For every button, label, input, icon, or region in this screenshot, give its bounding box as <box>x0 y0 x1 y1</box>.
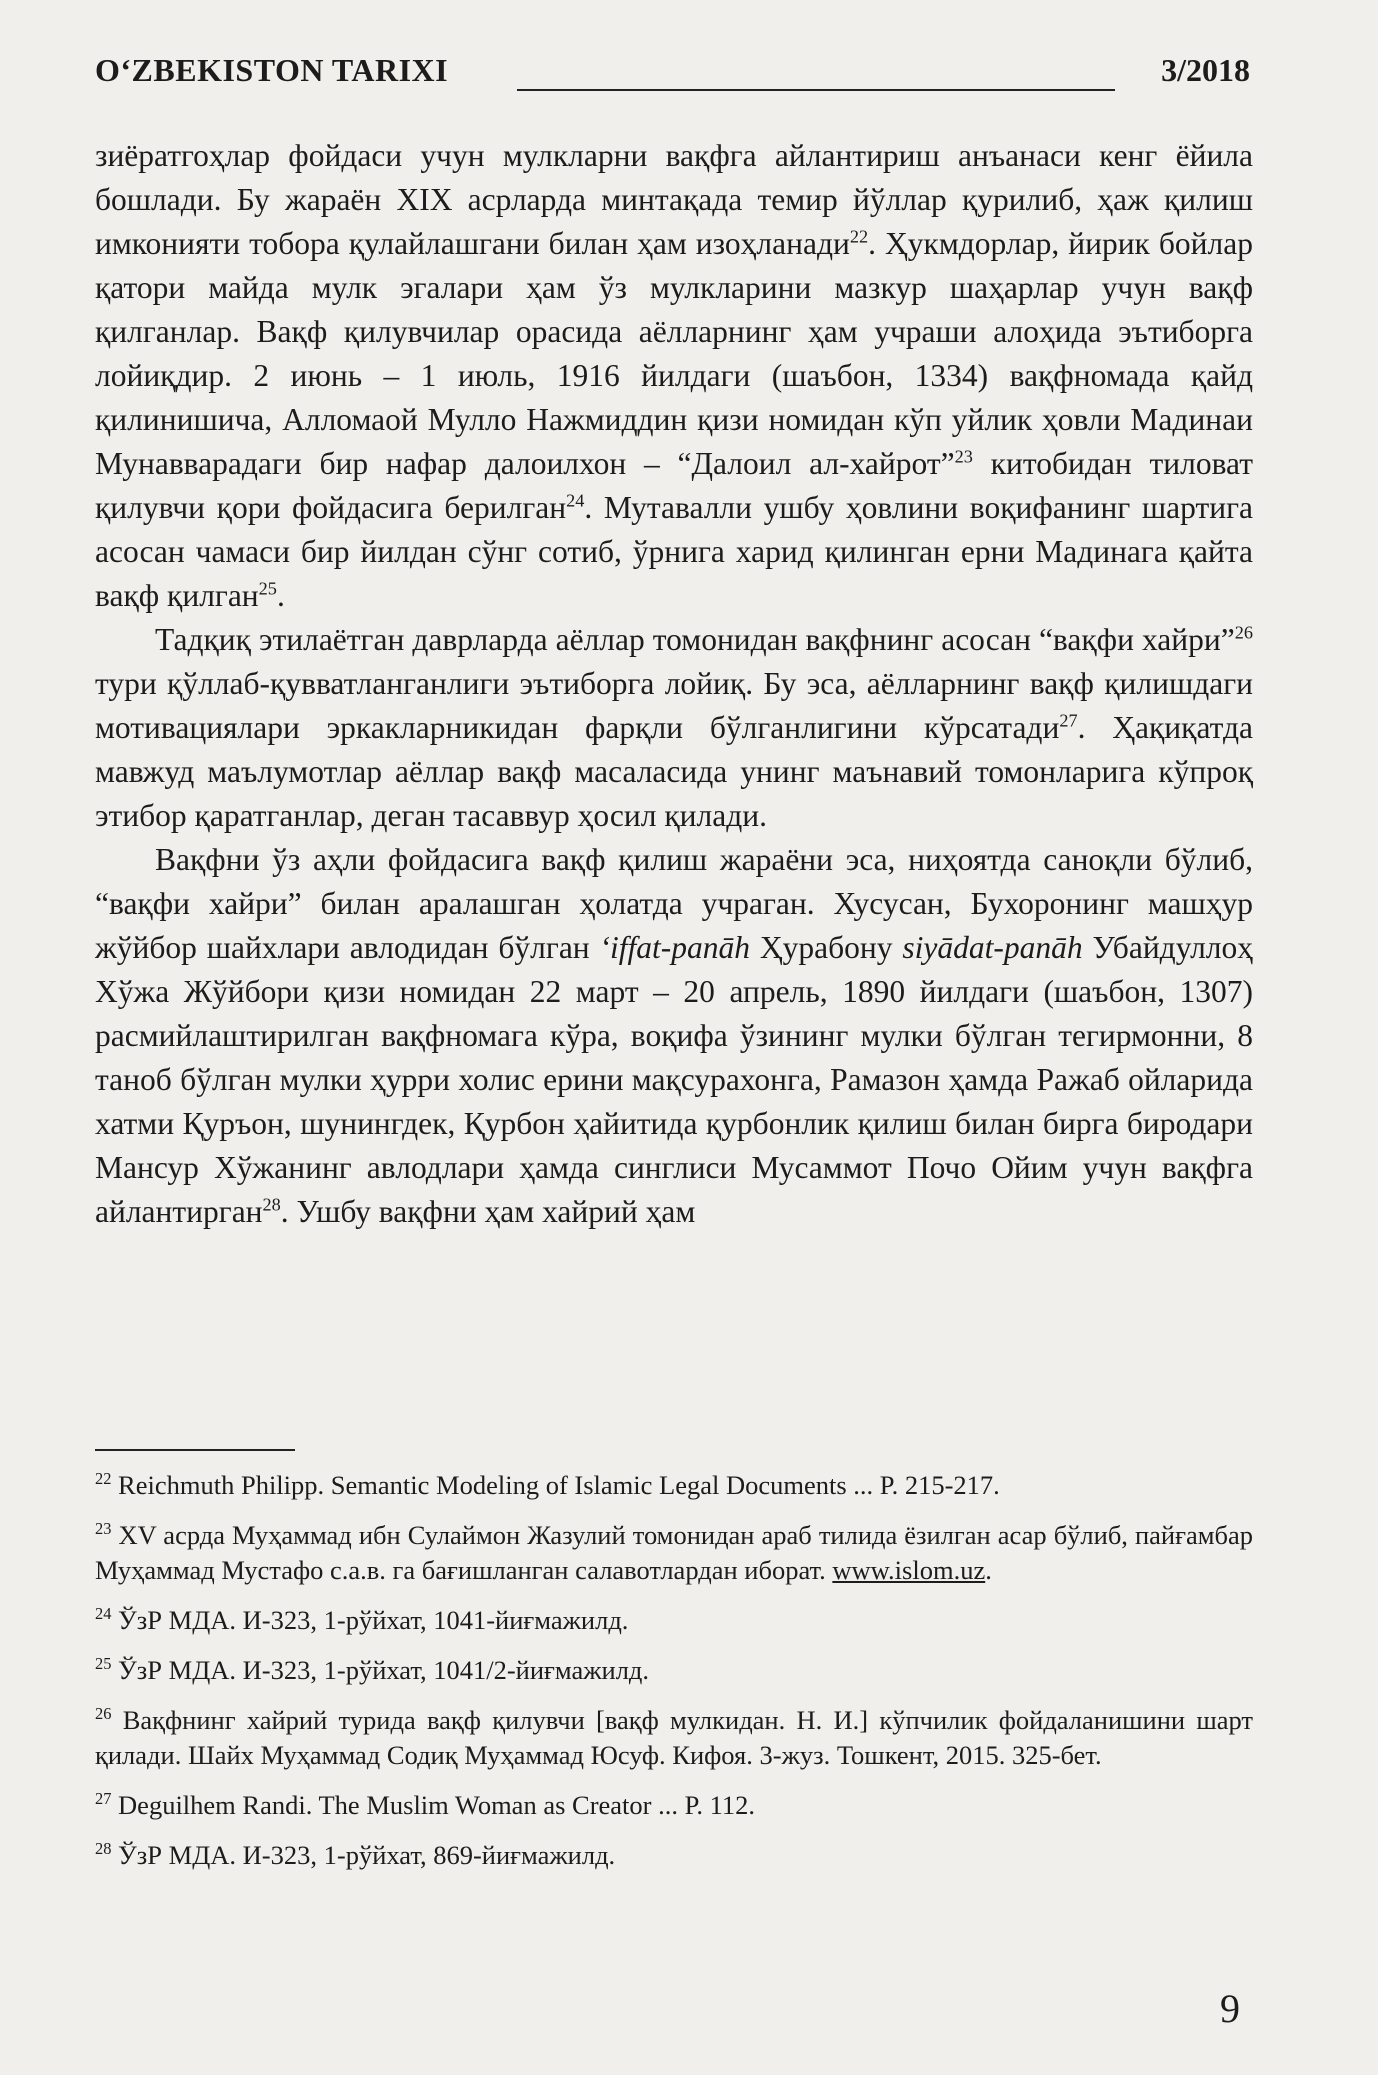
footnote-ref-27[interactable]: 27 <box>1059 710 1078 731</box>
footnote-text: ЎзР МДА. И-323, 1-рўйхат, 1041-йиғмажилд. <box>118 1605 629 1635</box>
footnote-ref-25[interactable]: 25 <box>258 578 277 599</box>
paragraph-2 <box>95 618 1253 838</box>
footnote-28 <box>95 1838 1253 1873</box>
text-run: Ҳурабону <box>750 930 903 965</box>
text-run: . Мутавалли ушбу ҳовлини воқифанинг шартига асосан чамаси бир йилдан сўнг сотиб, ўрнига харид қилинган ерни Мадинага қайта вақф қилган <box>95 490 1253 613</box>
header-rule <box>517 89 1115 91</box>
italic-term: ‘iffat-panāh <box>599 930 751 965</box>
journal-title: O‘ZBEKISTON TARIXI <box>95 52 449 88</box>
footnote-text: Reichmuth Philipp. Semantic Modeling of Islamic Legal Documents ... P. 215-217. <box>118 1470 1000 1500</box>
paragraph-3 <box>95 838 1253 1234</box>
footnote-ref-24[interactable]: 24 <box>566 490 585 511</box>
footnote-number: 23 <box>95 1519 112 1539</box>
issue-number: 3/2018 <box>1161 52 1250 88</box>
text-run: . Ҳақиқатда мавжуд маълумотлар аёллар вақф масаласида унинг маънавий томонларига кўпроқ этибор қаратганлар, деган тасаввур ҳосил қилади. <box>95 710 1253 833</box>
footnote-text: Deguilhem Randi. The Muslim Woman as Creator ... P. 112. <box>118 1790 756 1820</box>
footnote-25 <box>95 1653 1253 1688</box>
footnote-number: 27 <box>95 1789 112 1809</box>
footnote-separator <box>95 1449 295 1451</box>
footnote-text: XV асрда Муҳаммад ибн Сулаймон Жазулий томонидан араб тилида ёзилган асар бўлиб, пайғамбар Муҳаммад Мустафо с.а.в. га бағишланган салавотлардан иборат. <box>95 1520 1253 1585</box>
text-run: . Ушбу вақфни ҳам хайрий ҳам <box>280 1194 696 1229</box>
page-number: 9 <box>1220 1986 1240 2031</box>
footnote-27 <box>95 1788 1253 1823</box>
footnote-number: 28 <box>95 1839 112 1859</box>
footnote-number: 22 <box>95 1469 112 1489</box>
footnote-text: Вақфнинг хайрий турида вақф қилувчи [вақф мулкидан. Н. И.] кўпчилик фойдаланишини шарт қилади. Шайх Муҳаммад Содиқ Муҳаммад Юсуф. Кифоя. 3-жуз. Тошкент, 2015. 325-бет. <box>95 1705 1254 1770</box>
footnote-number: 26 <box>95 1704 112 1724</box>
paragraph-1 <box>95 134 1253 618</box>
footnote-ref-23[interactable]: 23 <box>954 446 973 467</box>
footnote-text: . <box>985 1555 992 1585</box>
text-run: Вақфни ўз аҳли фойдасига вақф қилиш жараёни эса, ниҳоятда саноқли бўлиб, “вақфи хайри” билан аралашган ҳолатда учраган. Хусусан, Бухоронинг машҳур жўйбор шайхлари авлодидан бўлган <box>95 842 1253 965</box>
footnote-26 <box>95 1703 1253 1773</box>
footnote-24 <box>95 1603 1253 1638</box>
text-run: Убайдуллоҳ Хўжа Жўйбори қизи номидан 22 март – 20 апрель, 1890 йилдаги (шаъбон, 1307) расмийлаштирилган вақфномага кўра, воқифа ўзининг мулки бўлган тегирмонни, 8 таноб бўлган мулки ҳурри холис ерини мақсурахонга, Рамазон ҳамда Ражаб ойларида хатми Қуръон, шунингдек, Қурбон ҳайитида қурбонлик қилиш билан бирга биродари Мансур Хўжанинг авлодлари ҳамда синглиси Мусаммот Почо Ойим учун вақфга айлантирган <box>95 930 1254 1229</box>
footnote-ref-26[interactable]: 26 <box>1234 622 1253 643</box>
footnote-22 <box>95 1468 1253 1503</box>
footnote-ref-28[interactable]: 28 <box>262 1194 281 1215</box>
text-run: . Ҳукмдорлар, йирик бойлар қатори майда мулк эгалари ҳам ўз мулкларини мазкур шаҳарлар учун вақф қилганлар. Вақф қилувчилар орасида аёлларнинг ҳам учраши алоҳида эътиборга лойиқдир. 2 июнь – 1 июль, 1916 йилдаги (шаъбон, 1334) вақфномада қайд қилинишича, Алломаой Мулло Нажмиддин қизи номидан кўп уйлик ҳовли Мадинаи Мунавварадаги бир нафар далоилхон – “Далоил ал-хайрот” <box>95 226 1253 481</box>
website-link[interactable]: www.islom.uz <box>832 1555 986 1585</box>
text-run: зиёратгоҳлар фойдаси учун мулкларни вақфга айлантириш анъанаси кенг ёйила бошлади. Бу жараён XIX асрларда минтақада темир йўллар қурилиб, ҳаж қилиш имконияти тобора қулайлашгани билан ҳам изоҳланади <box>95 138 1253 261</box>
footnote-number: 25 <box>95 1654 112 1674</box>
footnote-23 <box>95 1518 1253 1588</box>
footnote-text: ЎзР МДА. И-323, 1-рўйхат, 869-йиғмажилд. <box>118 1840 616 1870</box>
text-run: китобидан тиловат қилувчи қори фойдасига берилган <box>95 446 1253 525</box>
footnote-number: 24 <box>95 1604 112 1624</box>
text-run: Тадқиқ этилаётган даврларда аёллар томонидан вақфнинг асосан “вақфи хайри” <box>155 622 1235 657</box>
text-run: тури қўллаб-қувватланганлиги эътиборга лойиқ. Бу эса, аёлларнинг вақф қилишдаги мотивациялари эркакларникидан фарқли бўлганлигини кўрсатади <box>95 666 1253 745</box>
text-run: . <box>276 578 285 613</box>
footnote-ref-22[interactable]: 22 <box>849 226 869 247</box>
footnotes <box>95 1468 1253 1888</box>
footnote-text: ЎзР МДА. И-323, 1-рўйхат, 1041/2-йиғмажилд. <box>118 1655 650 1685</box>
italic-term: siyādat-panāh <box>902 930 1083 965</box>
body-text <box>95 134 1253 1234</box>
running-header <box>95 48 1255 98</box>
